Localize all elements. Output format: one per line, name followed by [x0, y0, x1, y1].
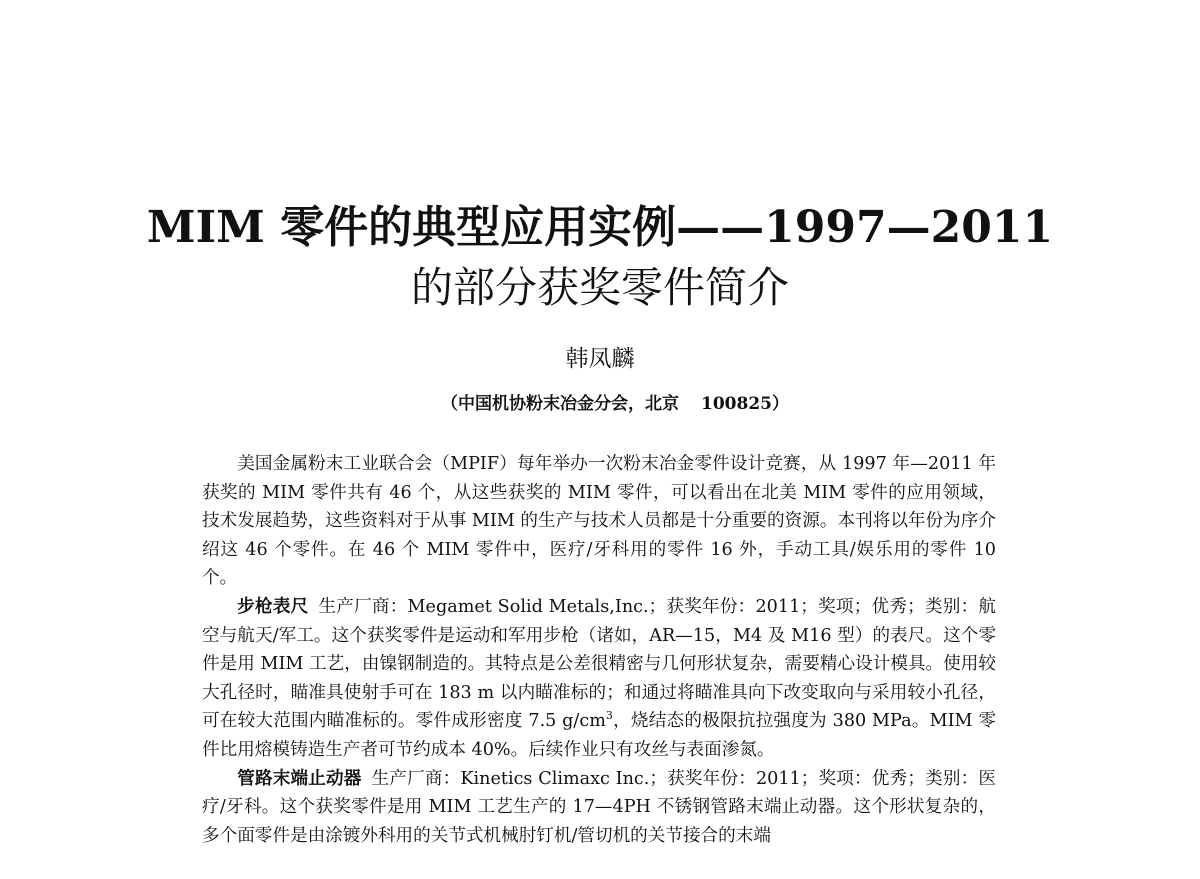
rifle-sight-heading: 步枪表尺 [237, 595, 309, 617]
end-stop-paragraph [202, 765, 996, 851]
article-body [202, 450, 996, 850]
article-title-line-1: MIM 零件的典型应用实例——1997—2011 [146, 202, 1054, 253]
intro-paragraph [202, 450, 996, 593]
postal-code: 100825） [701, 394, 789, 414]
author-name: 韩凤麟 [565, 346, 635, 372]
affiliation-text: （中国机协粉末冶金分会，北京 [441, 394, 679, 414]
rifle-sight-paragraph [202, 593, 996, 765]
rifle-sight-text-b: ，烧结态的极限抗拉强度为 380 MPa。MIM 零件比用熔模铸造生产者可节约成本 40%。后续作业只有攻丝与表面渗氮。 [202, 711, 996, 760]
end-stop-heading: 管路末端止动器 [237, 767, 362, 789]
rifle-sight-text-a: 生产厂商：Megamet Solid Metals,Inc.；获奖年份：2011；奖项；优秀；类别：航空与航天/军工。这个获奖零件是运动和军用步枪（诸如，AR—15，M4 及 M16 型）的表尺。这个零件是用 MIM 工艺，由镍钢制造的。其特点是公差很精密与几何形状复杂，需要精心设计模具。使用较大孔径时，瞄准具使射手可在 183 m 以内瞄准标的；和通过将瞄准具向下改变取向与采用较小孔径，可在较大范围内瞄准标的。零件成形密度 7.5 g/cm [202, 596, 996, 732]
intro-text: 美国金属粉末工业联合会（MPIF）每年举办一次粉末冶金零件设计竞赛，从 1997 年—2011 年获奖的 MIM 零件共有 46 个，从这些获奖的 MIM 零件，可以看出在北美 MIM 零件的应用领域，技术发展趋势，这些资料对于从事 MIM 的生产与技术人员都是十分重要的资源。本刊将以年份为序介绍这 46 个零件。在 46 个 MIM 零件中，医疗/牙科用的零件 16 外，手动工具/娱乐用的零件 10 个。 [202, 454, 996, 589]
end-stop-text: 生产厂商：Kinetics Climaxc Inc.；获奖年份：2011；奖项：优秀；类别：医疗/牙科。这个获奖零件是用 MIM 工艺生产的 17—4PH 不锈钢管路末端止动器。这个形状复杂的，多个面零件是由涂镀外科用的关节式机械肘钉机/管切机的关节接合的末端 [202, 768, 996, 846]
article-title-line-2: 的部分获奖零件简介 [410, 263, 789, 312]
author-affiliation [0, 390, 1200, 418]
density-exponent: 3 [605, 709, 613, 723]
